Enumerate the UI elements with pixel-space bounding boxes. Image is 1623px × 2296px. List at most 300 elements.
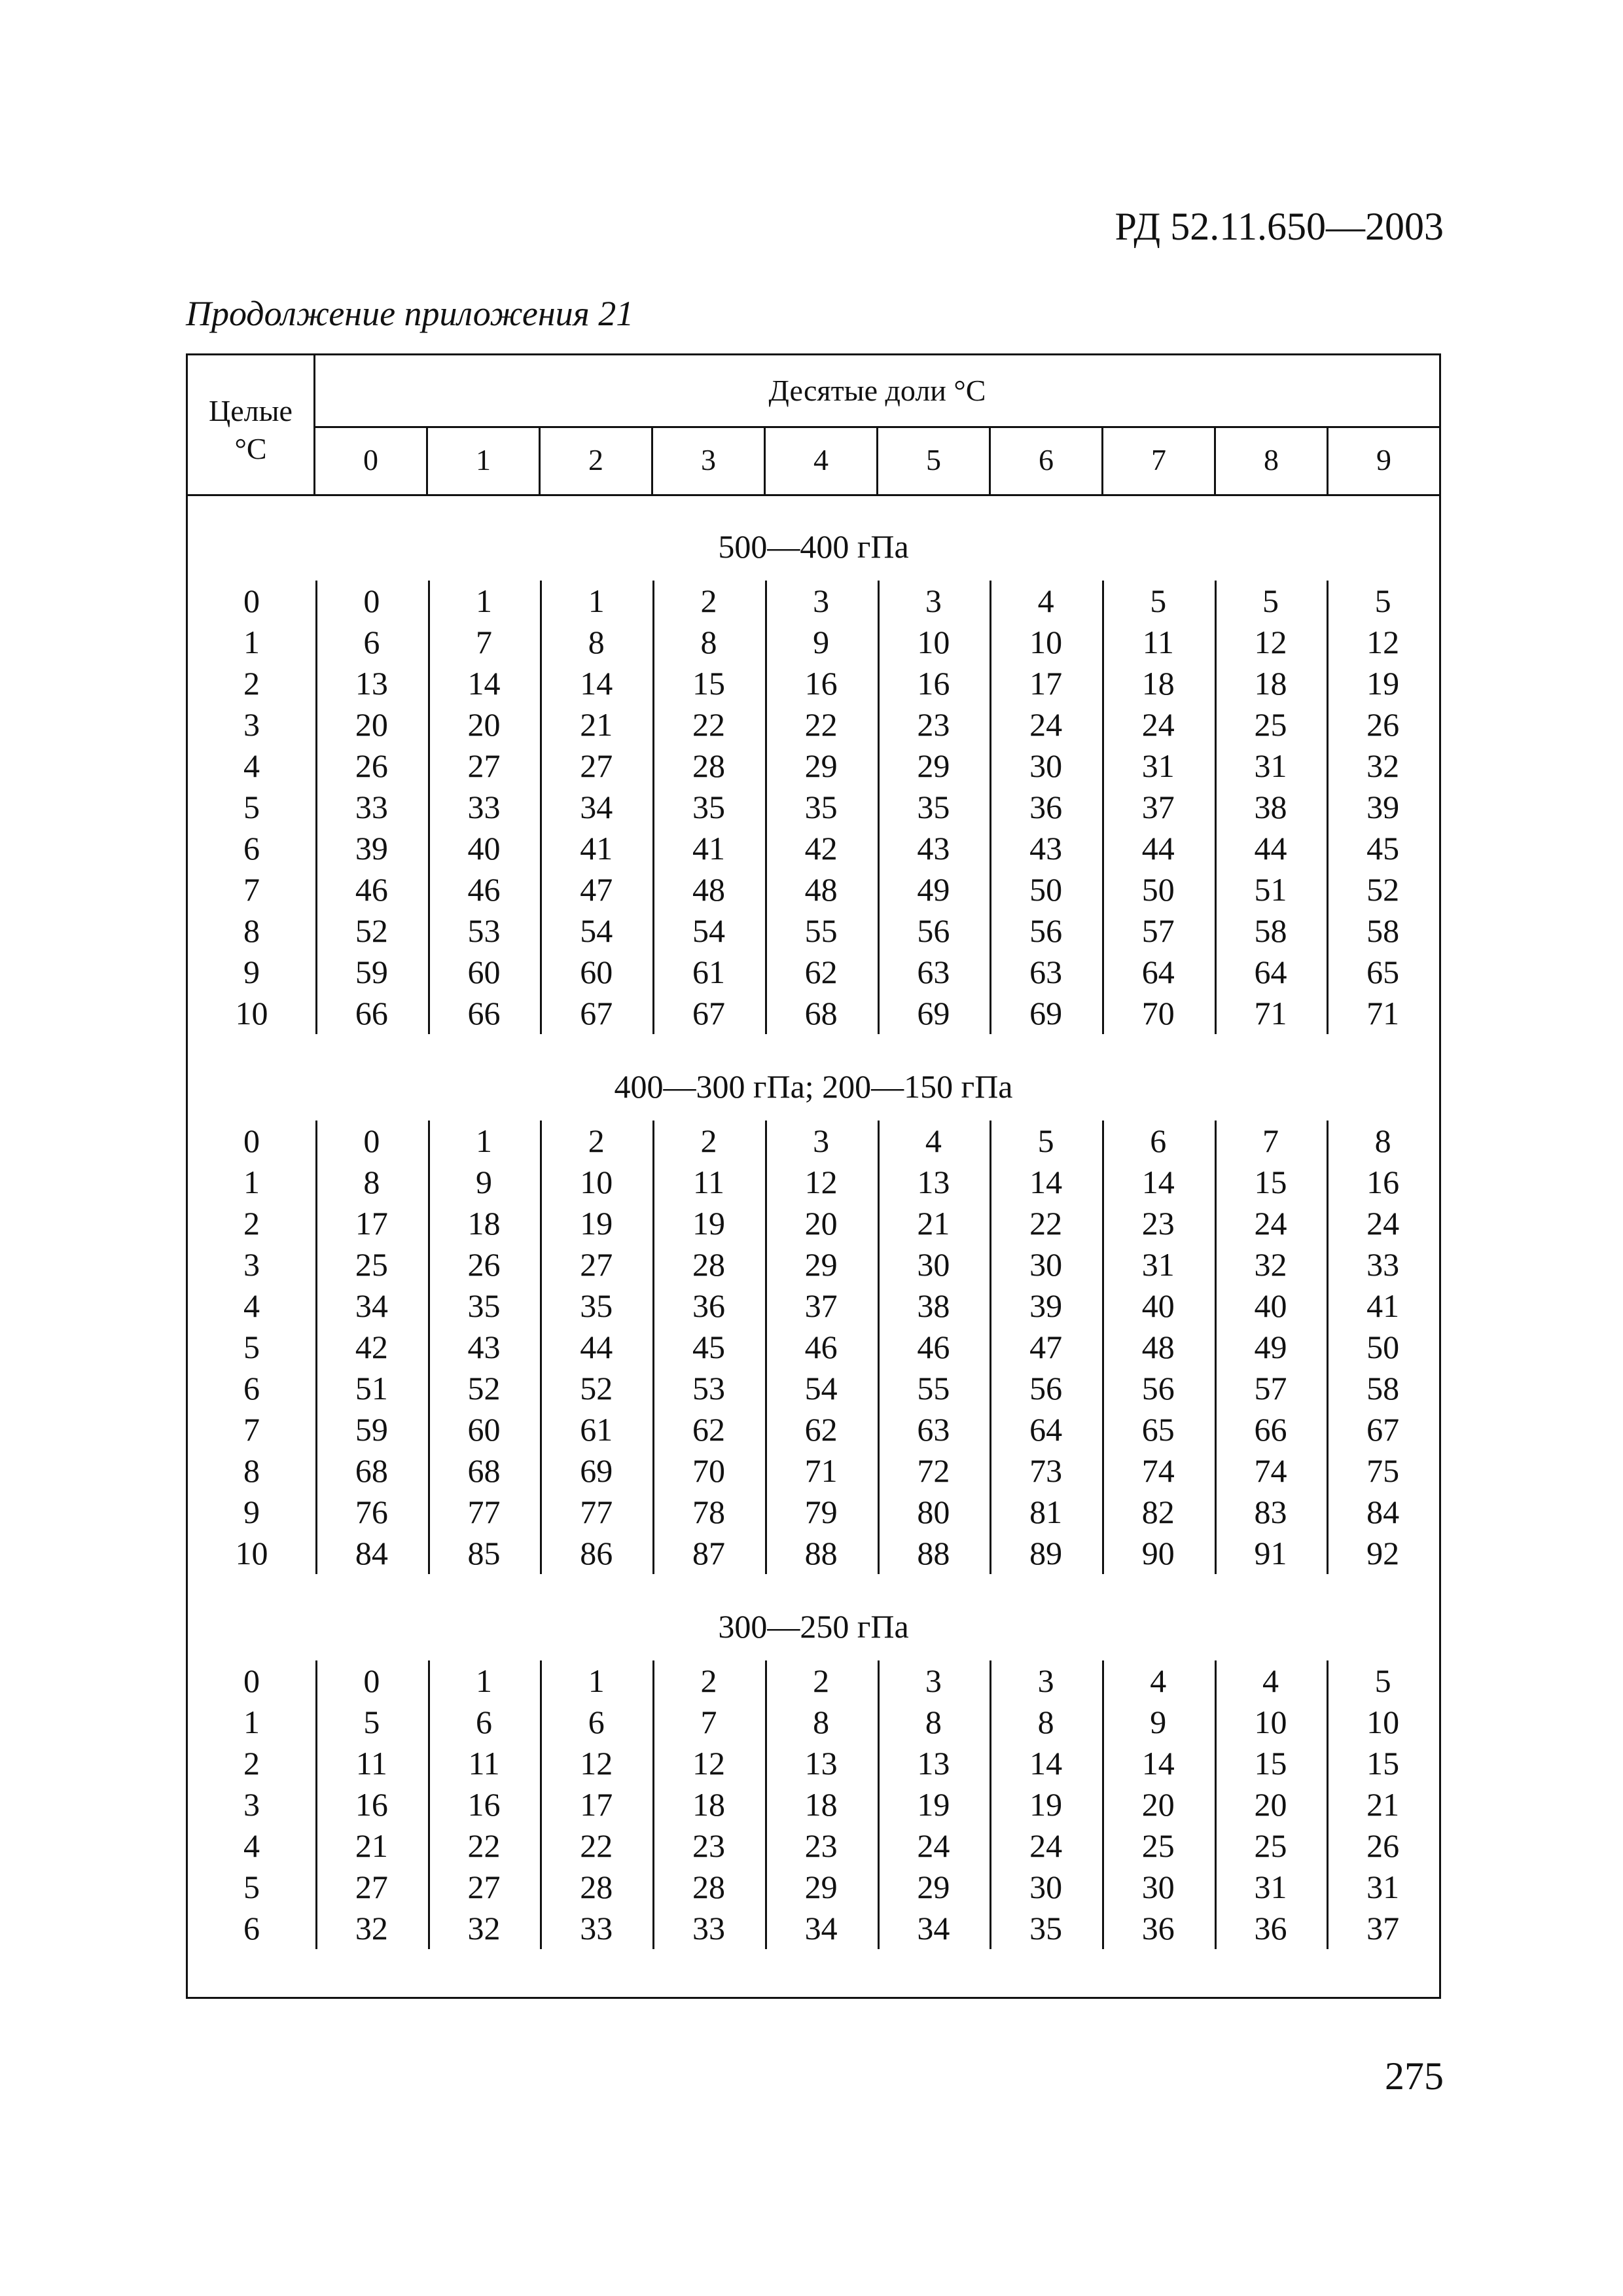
value-cell: 15 xyxy=(1366,1745,1400,1782)
value-cell: 71 xyxy=(1254,995,1287,1031)
value-cell: 69 xyxy=(917,995,950,1031)
value-cell: 35 xyxy=(467,1287,501,1324)
value-cell: 1 xyxy=(476,1662,493,1699)
value-cell: 27 xyxy=(355,1869,388,1905)
value-cell: 23 xyxy=(804,1827,838,1864)
value-cell: 51 xyxy=(1254,871,1287,908)
value-cell: 26 xyxy=(1366,1827,1400,1864)
value-cell: 80 xyxy=(917,1494,950,1530)
value-cell: 18 xyxy=(1254,665,1287,702)
value-cell: 18 xyxy=(804,1786,838,1823)
value-cell: 33 xyxy=(580,1910,613,1946)
value-cell: 54 xyxy=(692,912,725,949)
value-cell: 30 xyxy=(917,1246,950,1283)
value-cell: 6 xyxy=(1150,1122,1167,1159)
value-cell: 32 xyxy=(1366,747,1400,784)
value-cell: 33 xyxy=(467,789,501,825)
value-cell: 46 xyxy=(467,871,501,908)
value-cell: 16 xyxy=(1366,1164,1400,1200)
value-cell: 89 xyxy=(1029,1535,1063,1571)
whole-degree-cell: 8 xyxy=(243,912,260,949)
value-cell: 25 xyxy=(1254,1827,1287,1864)
value-cell: 5 xyxy=(1374,583,1391,619)
table-row xyxy=(188,1867,1439,1908)
value-cell: 64 xyxy=(1029,1411,1063,1448)
value-cell: 16 xyxy=(467,1786,501,1823)
header-column-1: 1 xyxy=(428,426,541,494)
value-cell: 8 xyxy=(1037,1704,1054,1740)
value-cell: 3 xyxy=(1037,1662,1054,1699)
value-cell: 17 xyxy=(580,1786,613,1823)
value-cell: 36 xyxy=(1254,1910,1287,1946)
value-cell: 86 xyxy=(580,1535,613,1571)
value-cell: 0 xyxy=(363,1662,380,1699)
value-cell: 57 xyxy=(1254,1370,1287,1407)
value-cell: 14 xyxy=(1141,1164,1175,1200)
value-cell: 45 xyxy=(692,1329,725,1365)
value-cell: 44 xyxy=(1141,830,1175,867)
value-cell: 33 xyxy=(1366,1246,1400,1283)
value-cell: 40 xyxy=(1254,1287,1287,1324)
value-cell: 14 xyxy=(1029,1745,1063,1782)
table-row xyxy=(188,1784,1439,1825)
value-cell: 59 xyxy=(355,1411,388,1448)
value-cell: 22 xyxy=(467,1827,501,1864)
value-cell: 3 xyxy=(925,1662,942,1699)
value-cell: 25 xyxy=(1141,1827,1175,1864)
value-cell: 13 xyxy=(355,665,388,702)
value-cell: 64 xyxy=(1141,954,1175,990)
value-cell: 48 xyxy=(1141,1329,1175,1365)
whole-degree-cell: 10 xyxy=(235,995,268,1031)
value-cell: 39 xyxy=(355,830,388,867)
value-cell: 3 xyxy=(813,583,830,619)
value-cell: 37 xyxy=(1366,1910,1400,1946)
table-row xyxy=(188,622,1439,663)
value-cell: 29 xyxy=(917,1869,950,1905)
value-cell: 14 xyxy=(580,665,613,702)
header-column-7: 7 xyxy=(1103,426,1216,494)
value-cell: 50 xyxy=(1366,1329,1400,1365)
table-row xyxy=(188,1702,1439,1743)
value-cell: 13 xyxy=(917,1164,950,1200)
value-cell: 32 xyxy=(467,1910,501,1946)
whole-degree-cell: 3 xyxy=(243,1786,260,1823)
value-cell: 69 xyxy=(580,1452,613,1489)
header-column-2: 2 xyxy=(541,426,653,494)
value-cell: 69 xyxy=(1029,995,1063,1031)
whole-degree-cell: 9 xyxy=(243,954,260,990)
value-cell: 73 xyxy=(1029,1452,1063,1489)
value-cell: 22 xyxy=(580,1827,613,1864)
value-cell: 27 xyxy=(580,1246,613,1283)
value-cell: 67 xyxy=(692,995,725,1031)
table-caption: Продолжение приложения 21 xyxy=(186,294,634,333)
table-row xyxy=(188,1660,1439,1702)
value-cell: 1 xyxy=(476,1122,493,1159)
value-cell: 74 xyxy=(1141,1452,1175,1489)
whole-degree-cell: 0 xyxy=(243,583,260,619)
value-cell: 20 xyxy=(1254,1786,1287,1823)
whole-degree-cell: 2 xyxy=(243,1205,260,1242)
value-cell: 28 xyxy=(692,1246,725,1283)
value-cell: 23 xyxy=(1141,1205,1175,1242)
value-cell: 54 xyxy=(580,912,613,949)
value-cell: 35 xyxy=(692,789,725,825)
value-cell: 5 xyxy=(1374,1662,1391,1699)
whole-degree-cell: 6 xyxy=(243,1910,260,1946)
table-row xyxy=(188,745,1439,787)
page-number: 275 xyxy=(1385,2054,1444,2098)
whole-degree-cell: 3 xyxy=(243,1246,260,1283)
value-cell: 50 xyxy=(1029,871,1063,908)
header-column-0: 0 xyxy=(315,426,428,494)
value-cell: 0 xyxy=(363,583,380,619)
value-cell: 51 xyxy=(355,1370,388,1407)
value-cell: 12 xyxy=(1254,624,1287,660)
section-title: 400—300 гПа; 200—150 гПа xyxy=(614,1068,1013,1105)
value-cell: 8 xyxy=(588,624,605,660)
value-cell: 40 xyxy=(467,830,501,867)
value-cell: 48 xyxy=(804,871,838,908)
value-cell: 7 xyxy=(700,1704,717,1740)
value-cell: 11 xyxy=(355,1745,387,1782)
value-cell: 8 xyxy=(813,1704,830,1740)
value-cell: 88 xyxy=(917,1535,950,1571)
value-cell: 65 xyxy=(1366,954,1400,990)
value-cell: 87 xyxy=(692,1535,725,1571)
value-cell: 34 xyxy=(917,1910,950,1946)
value-cell: 43 xyxy=(467,1329,501,1365)
value-cell: 63 xyxy=(917,954,950,990)
value-cell: 24 xyxy=(917,1827,950,1864)
value-cell: 33 xyxy=(692,1910,725,1946)
header-column-3: 3 xyxy=(653,426,766,494)
value-cell: 47 xyxy=(580,871,613,908)
value-cell: 58 xyxy=(1366,1370,1400,1407)
value-cell: 14 xyxy=(1141,1745,1175,1782)
value-cell: 12 xyxy=(580,1745,613,1782)
value-cell: 19 xyxy=(580,1205,613,1242)
table-row xyxy=(188,1162,1439,1203)
value-cell: 92 xyxy=(1366,1535,1400,1571)
value-cell: 56 xyxy=(917,912,950,949)
value-cell: 27 xyxy=(467,747,501,784)
conversion-table xyxy=(186,353,1441,1999)
value-cell: 62 xyxy=(804,1411,838,1448)
section-title: 300—250 гПа xyxy=(718,1608,909,1645)
value-cell: 19 xyxy=(1029,1786,1063,1823)
header-columns xyxy=(315,426,1439,494)
value-cell: 62 xyxy=(692,1411,725,1448)
table-row xyxy=(188,581,1439,622)
value-cell: 20 xyxy=(1141,1786,1175,1823)
value-cell: 52 xyxy=(355,912,388,949)
value-cell: 25 xyxy=(355,1246,388,1283)
value-cell: 67 xyxy=(580,995,613,1031)
section-block xyxy=(188,581,1439,1034)
value-cell: 0 xyxy=(363,1122,380,1159)
value-cell: 28 xyxy=(692,1869,725,1905)
header-column-6: 6 xyxy=(991,426,1103,494)
value-cell: 43 xyxy=(917,830,950,867)
value-cell: 13 xyxy=(804,1745,838,1782)
whole-degree-cell: 4 xyxy=(243,747,260,784)
whole-degree-cell: 5 xyxy=(243,1329,260,1365)
value-cell: 3 xyxy=(925,583,942,619)
value-cell: 9 xyxy=(813,624,830,660)
value-cell: 24 xyxy=(1029,1827,1063,1864)
value-cell: 22 xyxy=(804,706,838,743)
value-cell: 27 xyxy=(467,1869,501,1905)
value-cell: 15 xyxy=(1254,1164,1287,1200)
value-cell: 4 xyxy=(1037,583,1054,619)
table-row xyxy=(188,1203,1439,1244)
table-row xyxy=(188,1121,1439,1162)
table-row xyxy=(188,787,1439,828)
table-row xyxy=(188,993,1439,1034)
value-cell: 65 xyxy=(1141,1411,1175,1448)
value-cell: 64 xyxy=(1254,954,1287,990)
value-cell: 84 xyxy=(1366,1494,1400,1530)
whole-degree-cell: 5 xyxy=(243,1869,260,1905)
table-row xyxy=(188,952,1439,993)
table-row xyxy=(188,1409,1439,1450)
section-block xyxy=(188,1121,1439,1574)
value-cell: 68 xyxy=(355,1452,388,1489)
document-code: РД 52.11.650—2003 xyxy=(1115,205,1444,248)
value-cell: 30 xyxy=(1029,1246,1063,1283)
value-cell: 7 xyxy=(476,624,493,660)
value-cell: 44 xyxy=(580,1329,613,1365)
value-cell: 8 xyxy=(925,1704,942,1740)
value-cell: 10 xyxy=(1366,1704,1400,1740)
whole-degree-cell: 1 xyxy=(243,624,260,660)
value-cell: 59 xyxy=(355,954,388,990)
table-row xyxy=(188,1533,1439,1574)
value-cell: 12 xyxy=(692,1745,725,1782)
value-cell: 29 xyxy=(804,747,838,784)
table-row xyxy=(188,1743,1439,1784)
value-cell: 41 xyxy=(1366,1287,1400,1324)
whole-degree-cell: 2 xyxy=(243,1745,260,1782)
value-cell: 70 xyxy=(692,1452,725,1489)
value-cell: 21 xyxy=(1366,1786,1400,1823)
value-cell: 11 xyxy=(692,1164,725,1200)
value-cell: 39 xyxy=(1366,789,1400,825)
value-cell: 6 xyxy=(363,624,380,660)
value-cell: 15 xyxy=(1254,1745,1287,1782)
header-whole-degrees: Целые °С xyxy=(188,355,315,494)
value-cell: 40 xyxy=(1141,1287,1175,1324)
whole-degree-cell: 5 xyxy=(243,789,260,825)
value-cell: 29 xyxy=(804,1246,838,1283)
value-cell: 31 xyxy=(1254,1869,1287,1905)
value-cell: 45 xyxy=(1366,830,1400,867)
value-cell: 16 xyxy=(355,1786,388,1823)
section-title: 500—400 гПа xyxy=(718,528,909,565)
value-cell: 68 xyxy=(804,995,838,1031)
value-cell: 2 xyxy=(700,1662,717,1699)
value-cell: 82 xyxy=(1141,1494,1175,1530)
value-cell: 35 xyxy=(917,789,950,825)
value-cell: 8 xyxy=(700,624,717,660)
table-row xyxy=(188,1908,1439,1949)
value-cell: 52 xyxy=(1366,871,1400,908)
value-cell: 56 xyxy=(1029,912,1063,949)
value-cell: 77 xyxy=(580,1494,613,1530)
value-cell: 17 xyxy=(1029,665,1063,702)
value-cell: 39 xyxy=(1029,1287,1063,1324)
table-row xyxy=(188,1327,1439,1368)
value-cell: 60 xyxy=(580,954,613,990)
value-cell: 61 xyxy=(692,954,725,990)
table-row xyxy=(188,1368,1439,1409)
table-row xyxy=(188,1492,1439,1533)
value-cell: 2 xyxy=(813,1662,830,1699)
value-cell: 26 xyxy=(1366,706,1400,743)
value-cell: 2 xyxy=(700,583,717,619)
value-cell: 72 xyxy=(917,1452,950,1489)
value-cell: 30 xyxy=(1029,1869,1063,1905)
table-header xyxy=(188,355,1439,496)
value-cell: 52 xyxy=(467,1370,501,1407)
value-cell: 29 xyxy=(804,1869,838,1905)
value-cell: 46 xyxy=(917,1329,950,1365)
value-cell: 30 xyxy=(1141,1869,1175,1905)
value-cell: 10 xyxy=(917,624,950,660)
value-cell: 5 xyxy=(363,1704,380,1740)
value-cell: 9 xyxy=(1150,1704,1167,1740)
value-cell: 18 xyxy=(467,1205,501,1242)
value-cell: 17 xyxy=(355,1205,388,1242)
whole-degree-cell: 6 xyxy=(243,830,260,867)
value-cell: 5 xyxy=(1262,583,1279,619)
value-cell: 24 xyxy=(1254,1205,1287,1242)
value-cell: 47 xyxy=(1029,1329,1063,1365)
table-row xyxy=(188,1244,1439,1285)
value-cell: 31 xyxy=(1254,747,1287,784)
value-cell: 83 xyxy=(1254,1494,1287,1530)
value-cell: 23 xyxy=(692,1827,725,1864)
value-cell: 43 xyxy=(1029,830,1063,867)
value-cell: 35 xyxy=(580,1287,613,1324)
value-cell: 61 xyxy=(580,1411,613,1448)
value-cell: 71 xyxy=(804,1452,838,1489)
value-cell: 22 xyxy=(692,706,725,743)
value-cell: 52 xyxy=(580,1370,613,1407)
value-cell: 10 xyxy=(1029,624,1063,660)
value-cell: 67 xyxy=(1366,1411,1400,1448)
value-cell: 34 xyxy=(804,1910,838,1946)
value-cell: 41 xyxy=(580,830,613,867)
value-cell: 71 xyxy=(1366,995,1400,1031)
value-cell: 55 xyxy=(917,1370,950,1407)
value-cell: 31 xyxy=(1141,1246,1175,1283)
value-cell: 42 xyxy=(804,830,838,867)
value-cell: 11 xyxy=(468,1745,500,1782)
value-cell: 19 xyxy=(692,1205,725,1242)
header-tenths: Десятые доли °С xyxy=(315,355,1439,428)
header-column-4: 4 xyxy=(766,426,878,494)
value-cell: 16 xyxy=(804,665,838,702)
value-cell: 88 xyxy=(804,1535,838,1571)
section-block xyxy=(188,1660,1439,1949)
header-column-9: 9 xyxy=(1376,443,1391,476)
value-cell: 10 xyxy=(580,1164,613,1200)
table-row xyxy=(188,869,1439,910)
value-cell: 38 xyxy=(1254,789,1287,825)
value-cell: 24 xyxy=(1029,706,1063,743)
value-cell: 58 xyxy=(1366,912,1400,949)
value-cell: 41 xyxy=(692,830,725,867)
value-cell: 24 xyxy=(1366,1205,1400,1242)
table-row xyxy=(188,663,1439,704)
value-cell: 6 xyxy=(476,1704,493,1740)
value-cell: 46 xyxy=(355,871,388,908)
table-row xyxy=(188,704,1439,745)
table-body xyxy=(188,494,1439,1997)
value-cell: 31 xyxy=(1141,747,1175,784)
header-column-8: 8 xyxy=(1216,426,1329,494)
value-cell: 1 xyxy=(588,1662,605,1699)
value-cell: 54 xyxy=(804,1370,838,1407)
value-cell: 20 xyxy=(467,706,501,743)
value-cell: 14 xyxy=(1029,1164,1063,1200)
table-row xyxy=(188,910,1439,952)
whole-degree-cell: 4 xyxy=(243,1827,260,1864)
value-cell: 4 xyxy=(1262,1662,1279,1699)
whole-degree-cell: 9 xyxy=(243,1494,260,1530)
value-cell: 60 xyxy=(467,1411,501,1448)
value-cell: 26 xyxy=(467,1246,501,1283)
value-cell: 18 xyxy=(692,1786,725,1823)
value-cell: 21 xyxy=(917,1205,950,1242)
value-cell: 38 xyxy=(917,1287,950,1324)
value-cell: 66 xyxy=(467,995,501,1031)
value-cell: 66 xyxy=(355,995,388,1031)
whole-degree-cell: 2 xyxy=(243,665,260,702)
value-cell: 4 xyxy=(1150,1662,1167,1699)
value-cell: 11 xyxy=(1142,624,1174,660)
whole-degree-cell: 4 xyxy=(243,1287,260,1324)
value-cell: 91 xyxy=(1254,1535,1287,1571)
table-row xyxy=(188,1825,1439,1867)
value-cell: 90 xyxy=(1141,1535,1175,1571)
value-cell: 22 xyxy=(1029,1205,1063,1242)
value-cell: 33 xyxy=(355,789,388,825)
whole-degree-cell: 0 xyxy=(243,1662,260,1699)
value-cell: 23 xyxy=(917,706,950,743)
value-cell: 42 xyxy=(355,1329,388,1365)
whole-degree-cell: 1 xyxy=(243,1164,260,1200)
value-cell: 63 xyxy=(917,1411,950,1448)
value-cell: 30 xyxy=(1029,747,1063,784)
value-cell: 85 xyxy=(467,1535,501,1571)
value-cell: 76 xyxy=(355,1494,388,1530)
value-cell: 1 xyxy=(476,583,493,619)
value-cell: 78 xyxy=(692,1494,725,1530)
whole-degree-cell: 0 xyxy=(243,1122,260,1159)
value-cell: 10 xyxy=(1254,1704,1287,1740)
value-cell: 2 xyxy=(700,1122,717,1159)
whole-degree-cell: 3 xyxy=(243,706,260,743)
value-cell: 77 xyxy=(467,1494,501,1530)
value-cell: 66 xyxy=(1254,1411,1287,1448)
value-cell: 5 xyxy=(1037,1122,1054,1159)
value-cell: 28 xyxy=(692,747,725,784)
value-cell: 49 xyxy=(1254,1329,1287,1365)
